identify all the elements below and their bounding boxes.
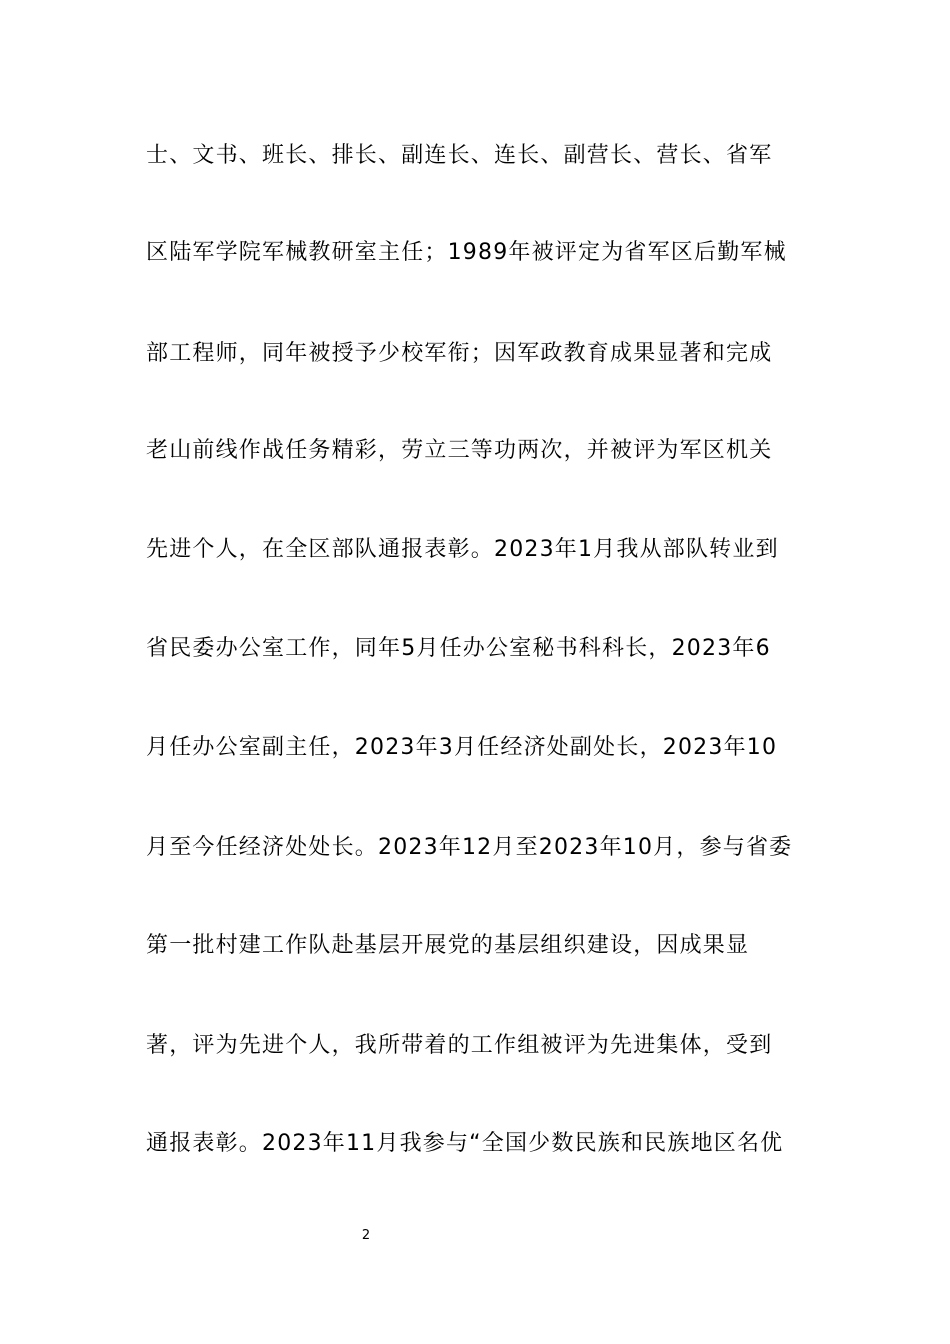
body-text-line: 老山前线作战任务精彩，劳立三等功两次，并被评为军区机关	[146, 438, 773, 463]
body-text-line: 著，评为先进个人，我所带着的工作组被评为先进集体，受到	[146, 1033, 773, 1058]
body-text-line: 第一批村建工作队赴基层开展党的基层组织建设，因成果显	[146, 933, 750, 958]
body-text-line: 月至今任经济处处长。2023年12月至2023年10月，参与省委	[146, 835, 793, 860]
page-number: 2	[361, 1228, 371, 1243]
body-text-line: 区陆军学院军械教研室主任；1989年被评定为省军区后勤军械	[146, 240, 787, 265]
body-text-line: 部工程师，同年被授予少校军衔；因军政教育成果显著和完成	[146, 341, 773, 366]
body-text-line: 通报表彰。2023年11月我参与“全国少数民族和民族地区名优	[146, 1131, 784, 1156]
body-text-line: 先进个人，在全区部队通报表彰。2023年1月我从部队转业到	[146, 537, 779, 562]
body-text-line: 士、文书、班长、排长、副连长、连长、副营长、营长、省军	[146, 143, 773, 168]
body-text-line: 省民委办公室工作，同年5月任办公室秘书科科长，2023年6	[146, 636, 771, 661]
body-text-line: 月任办公室副主任，2023年3月任经济处副处长，2023年10	[146, 735, 778, 760]
